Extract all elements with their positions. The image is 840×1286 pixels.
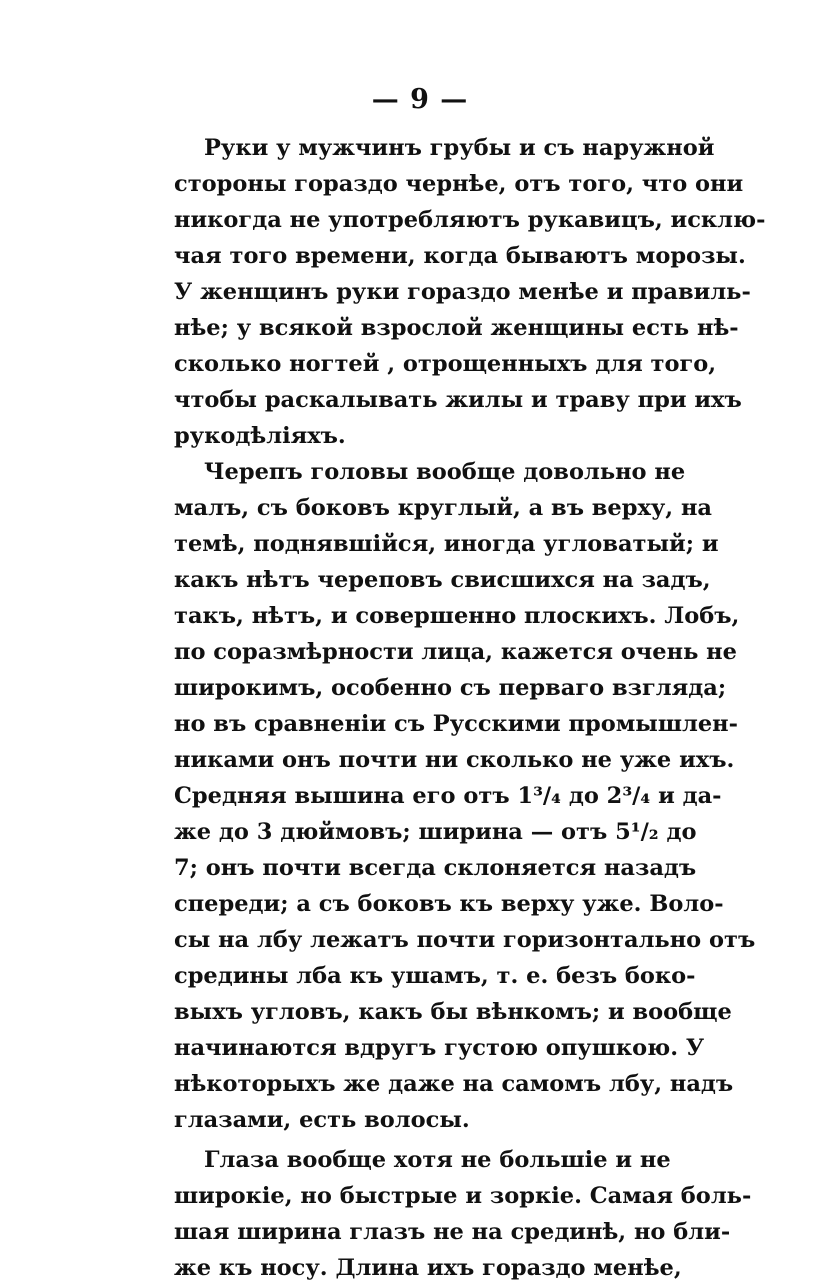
text-line: же до 3 дюймовъ; ширина — отъ 5¹/₂ до bbox=[174, 819, 697, 845]
text-line: рукодѣліяхъ. bbox=[174, 423, 346, 449]
text-line: выхъ угловъ, какъ бы вѣнкомъ; и вообще bbox=[174, 999, 732, 1025]
text-line: же къ носу. Длина ихъ гораздо менѣе, bbox=[174, 1255, 682, 1281]
text-line: нѣкоторыхъ же даже на самомъ лбу, надъ bbox=[174, 1071, 734, 1097]
text-line: Черепъ головы вообще довольно не bbox=[204, 459, 686, 485]
text-line: Руки у мужчинъ грубы и съ наружной bbox=[204, 135, 715, 161]
text-line: но въ сравненіи съ Русскими промышлен- bbox=[174, 711, 738, 737]
body-text bbox=[174, 130, 766, 1286]
text-line: широкіе, но быстрые и зоркіе. Самая боль- bbox=[174, 1183, 752, 1209]
text-line: нѣе; у всякой взрослой женщины есть нѣ- bbox=[174, 315, 739, 341]
text-line: начинаются вдругъ густою опушкою. У bbox=[174, 1035, 705, 1061]
text-line: такъ, нѣтъ, и совершенно плоскихъ. Лобъ, bbox=[174, 603, 740, 629]
text-line: по соразмѣрности лица, кажется очень не bbox=[174, 639, 737, 665]
page-number: — 9 — bbox=[371, 84, 469, 115]
text-line: сколько ногтей , отрощенныхъ для того, bbox=[174, 351, 717, 377]
text-line: спереди; а съ боковъ къ верху уже. Воло- bbox=[174, 891, 724, 917]
text-line: никогда не употребляютъ рукавицъ, исклю- bbox=[174, 207, 766, 233]
text-line: Глаза вообще хотя не большіе и не bbox=[204, 1147, 671, 1173]
text-line: малъ, съ боковъ круглый, а въ верху, на bbox=[174, 495, 713, 521]
text-line: У женщинъ руки гораздо менѣе и правиль- bbox=[174, 279, 751, 305]
text-line: чая того времени, когда бываютъ морозы. bbox=[174, 243, 746, 269]
text-line: глазами, есть волосы. bbox=[174, 1107, 470, 1133]
text-line: темѣ, поднявшійся, иногда угловатый; и bbox=[174, 531, 719, 557]
text-line: чтобы раскалывать жилы и траву при ихъ bbox=[174, 387, 742, 413]
text-line: стороны гораздо чернѣе, отъ того, что они bbox=[174, 171, 744, 197]
text-line: какъ нѣтъ череповъ свисшихся на задъ, bbox=[174, 567, 711, 593]
text-line: средины лба къ ушамъ, т. е. безъ боко- bbox=[174, 963, 696, 989]
text-line: 7; онъ почти всегда склоняется назадъ bbox=[174, 855, 697, 881]
text-line: шая ширина глазъ не на срединѣ, но бли- bbox=[174, 1219, 731, 1245]
text-line: Средняя вышина его отъ 1³/₄ до 2³/₄ и да- bbox=[174, 783, 722, 809]
text-line: никами онъ почти ни сколько не уже ихъ. bbox=[174, 747, 735, 773]
text-line: широкимъ, особенно съ перваго взгляда; bbox=[174, 675, 727, 701]
text-line: сы на лбу лежатъ почти горизонтально отъ bbox=[174, 927, 756, 953]
